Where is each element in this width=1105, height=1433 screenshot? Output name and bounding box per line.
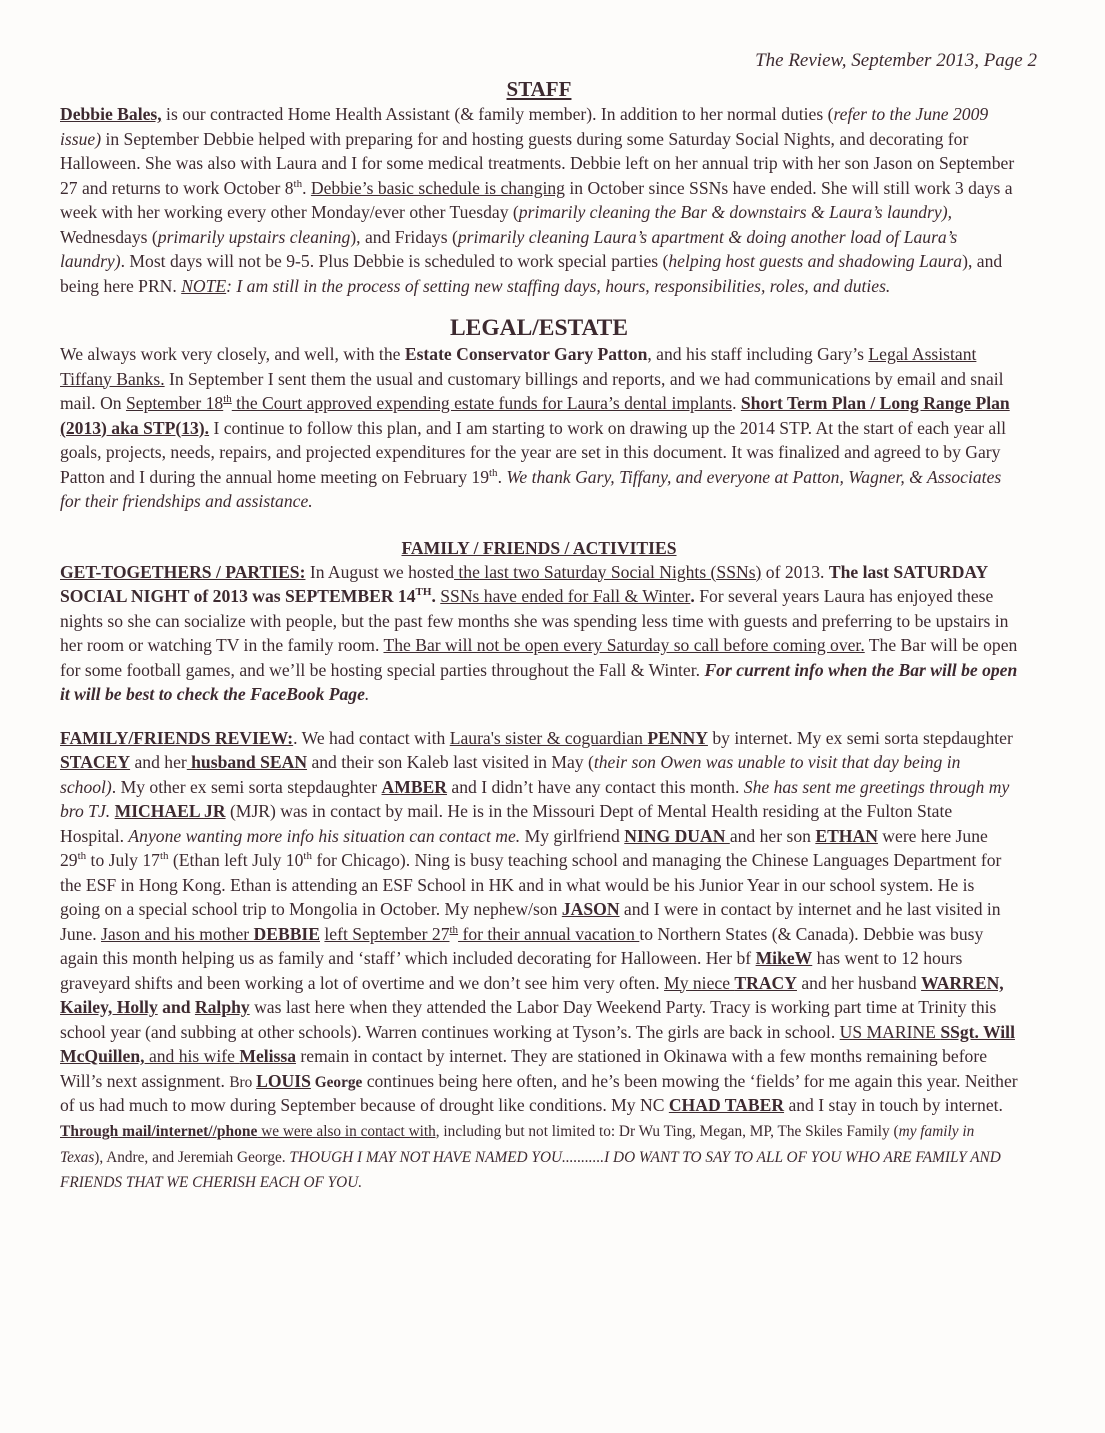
family-heading: FAMILY / FRIENDS / ACTIVITIES [401,537,677,558]
staff-name: Debbie Bales, [60,104,162,124]
staff-paragraph: Debbie Bales, is our contracted Home Health Assistant (& family member). In addition to her normal duties (refer to the June 2009 issue) in September Debbie helped with preparing for and hosting guests during some Saturday Social Nights, and decorating for Halloween. She was also with Laura and I for some medical treatments. Debbie left on her annual trip with her son Jason on September 27 and returns to work October 8th. Debbie’s basic schedule is changing in October since SSNs have ended. She will still work 3 days a week with her working every other Monday/ever other Tuesday (primarily cleaning the Bar & downstairs & Laura’s laundry), Wednesdays (primarily upstairs cleaning), and Fridays (primarily cleaning Laura’s apartment & doing another load of Laura’s laundry). Most days will not be 9-5. Plus Debbie is scheduled to work special parties (helping host guests and shadowing Laura), and being here PRN. NOTE: I am still in the process of setting new staffing days, hours, responsibilities, roles, and duties. [60,104,1015,296]
legal-paragraph: We always work very closely, and well, with the Estate Conservator Gary Patton, and his staff including Gary’s Legal Assistant Tiffany Banks. In September I sent them the usual and customary billings and reports, and we had communications by email and snail mail. On September 18th the Court approved expending estate funds for Laura’s dental implants. Short Term Plan / Long Range Plan (2013) aka STP(13). I continue to follow this plan, and I am starting to work on drawing up the 2014 STP. At the start of each year all goals, projects, needs, repairs, and projected expenditures for the year are set in this document. It was finalized and agreed to by Gary Patton and I during the annual home meeting on February 19th. We thank Gary, Tiffany, and everyone at Patton, Wagner, & Associates for their friendships and assistance. [60,344,1010,511]
legal-heading: LEGAL/ESTATE [449,315,629,341]
parties-paragraph: GET-TOGETHERS / PARTIES: In August we hosted the last two Saturday Social Nights (SSNs) of 2013. The last SATURDAY SOCIAL NIGHT of 2013 was SEPTEMBER 14TH. SSNs have ended for Fall & Winter. For several years Laura has enjoyed these nights so she can socialize with people, but the past few months she was spending less time with guests and preferring to be upstairs in her room or watching TV in the family room. The Bar will not be open every Saturday so call before coming over. The Bar will be open for some football games, and we’ll be hosting special parties throughout the Fall & Winter. For current info when the Bar will be open it will be best to check the FaceBook Page. [60,561,1018,704]
staff-heading: STAFF [506,77,572,101]
family-review-paragraph: FAMILY/FRIENDS REVIEW:. We had contact with Laura's sister & coguardian PENNY by internet. My ex semi sorta stepdaughter STACEY and her husband SEAN and their son Kaleb last visited in May (their son Owen was unable to visit that day being in school). My other ex semi sorta stepdaughter AMBER and I didn’t have any contact this month. She has sent me greetings through my bro TJ. MICHAEL JR (MJR) was in contact by mail. He is in the Missouri Dept of Mental Health residing at the Fulton State Hospital. Anyone wanting more info his situation can contact me. My girlfriend NING DUAN and her son ETHAN were here June 29th to July 17th (Ethan left July 10th for Chicago). Ning is busy teaching school and managing the Chinese Languages Department for the ESF in Hong Kong. Ethan is attending an ESF School in HK and in what would be his Junior Year in our school system. He is going on a special school trip to Mongolia in October. My nephew/son JASON and I were in contact by internet and he last visited in June. Jason and his mother DEBBIE left September 27th for their annual vacation to Northern States (& Canada). Debbie was busy again this month helping us as family and ‘staff’ which included decorating for Halloween. Her bf MikeW has went to 12 hours graveyard shifts and been working a lot of overtime and we don’t see him very often. My niece TRACY and her husband WARREN, Kailey, Holly and Ralphy was last here when they attended the Labor Day Weekend Party. Tracy is working part time at Trinity this school year (and subbing at other schools). Warren continues working at Tyson’s. The girls are back in school. US MARINE SSgt. Will McQuillen, and his wife Melissa remain in contact by internet. They are stationed in Okinawa with a few months remaining before Will’s next assignment. Bro LOUIS George continues being here often, and he’s been mowing the ‘fields’ for me again this year. Neither of us had much to mow during September because of drought like conditions. My NC CHAD TABER and I stay in touch by internet. Through mail/internet//phone we were also in contact with, including but not limited to: Dr Wu Ting, Megan, MP, The Skiles Family (my family in Texas), Andre, and Jeremiah George. THOUGH I MAY NOT HAVE NAMED YOU...........I DO WANT TO SAY TO ALL OF YOU WHO ARE FAMILY AND FRIENDS THAT WE CHERISH EACH OF YOU. [60,727,1018,1191]
running-head: The Review, September 2013, Page 2 [755,50,1037,71]
page-content [60,76,1018,1193]
